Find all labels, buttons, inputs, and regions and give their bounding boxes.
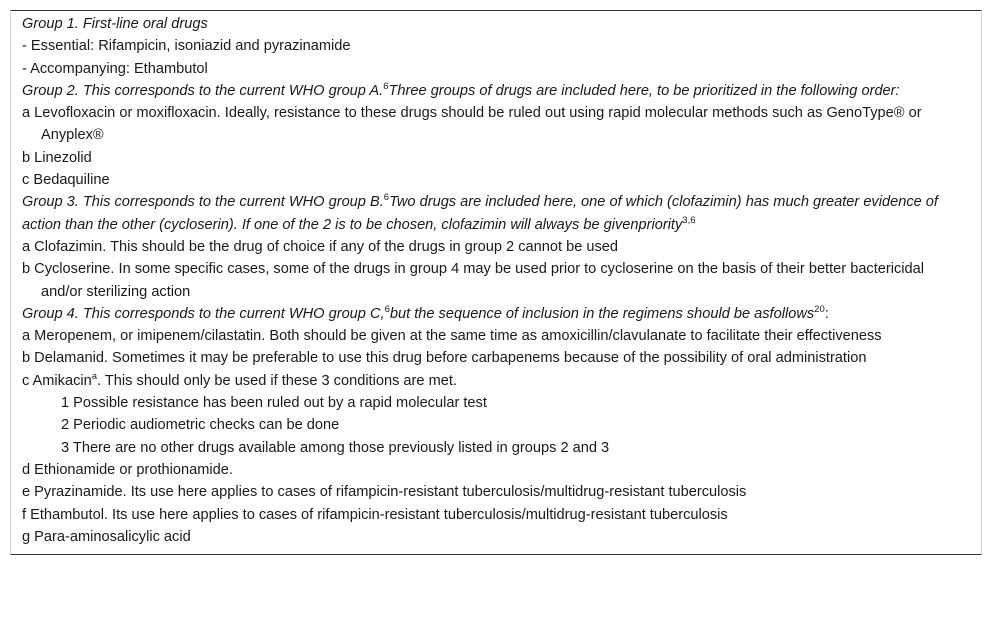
group-2-item: b Linezolid	[22, 149, 92, 166]
group-4-item: e Pyrazinamide. Its use here applies to cases of rifampicin-resistant tuberculosis/multidrug-resistant tuberculosis	[22, 484, 747, 501]
amikacin-condition: 1 Possible resistance has been ruled out by a rapid molecular test	[61, 395, 487, 412]
group-3-title: Group 3. This corresponds to the current WHO group B.$^6$Two drugs are included here, one of which (clofazimin) has much greater evidence of action than the other (cycloserin). If one of the 2 is to be chosen, clofazimin will always be givenpriority$^{3,6}$	[22, 192, 938, 233]
footnote-sup: a	[91, 370, 98, 382]
group-4-item: d Ethionamide or prothionamide.	[22, 461, 233, 478]
drug-groups-table	[10, 10, 982, 555]
group-4-item: b Delamanid. Sometimes it may be preferable to use this drug before carbapenems because of the possibility of oral administration	[22, 350, 867, 367]
reference-sup: 6	[384, 304, 390, 315]
group-2-item: c Bedaquiline	[22, 172, 110, 189]
group-1-title: Group 1. First-line oral drugs	[22, 16, 208, 32]
group-2-title: Group 2. This corresponds to the current WHO group A.$^6$Three groups of drugs are included here, to be prioritized in the following order:	[22, 81, 900, 99]
reference-sup: 3,6	[682, 214, 696, 226]
group-1-item: - Accompanying: Ethambutol	[22, 60, 208, 77]
reference-sup: 6	[383, 192, 390, 204]
group-4-item: f Ethambutol. Its use here applies to cases of rifampicin-resistant tuberculosis/multidrug-resistant tuberculosis	[22, 506, 728, 523]
group-4-item: g Para-aminosalicylic acid	[22, 528, 191, 545]
amikacin-condition: 3 There are no other drugs available among those previously listed in groups 2 and 3	[61, 439, 610, 456]
group-3-item: b Cycloserine. In some specific cases, some of the drugs in group 4 may be used prior to cycloserine on the basis of their better bactericidal and/or sterilizing action	[22, 261, 925, 300]
amikacin-condition: 2 Periodic audiometric checks can be done	[61, 417, 340, 434]
reference-sup: 6	[383, 81, 389, 93]
group-3-item: a Clofazimin. This should be the drug of choice if any of the drugs in group 2 cannot be used	[22, 238, 619, 255]
group-4-title: Group 4. This corresponds to the current WHO group C,$^6$but the sequence of inclusion in the regimens should be asfollows$^{20}$:	[22, 304, 829, 322]
group-2-item: a Levofloxacin or moxifloxacin. Ideally, resistance to these drugs should be ruled out using rapid molecular methods such as GenoType® or Anyplex®	[22, 105, 922, 144]
group-1-item: - Essential: Rifampicin, isoniazid and pyrazinamide	[22, 38, 351, 55]
group-4-item: a Meropenem, or imipenem/cilastatin. Both should be given at the same time as amoxicillin/clavulanate to facilitate their effectiveness	[22, 328, 882, 345]
group-4-item-amikacin: c Amikacin$^a$. This should only be used if these 3 conditions are met.	[22, 370, 457, 389]
reference-sup: 20	[814, 304, 825, 315]
